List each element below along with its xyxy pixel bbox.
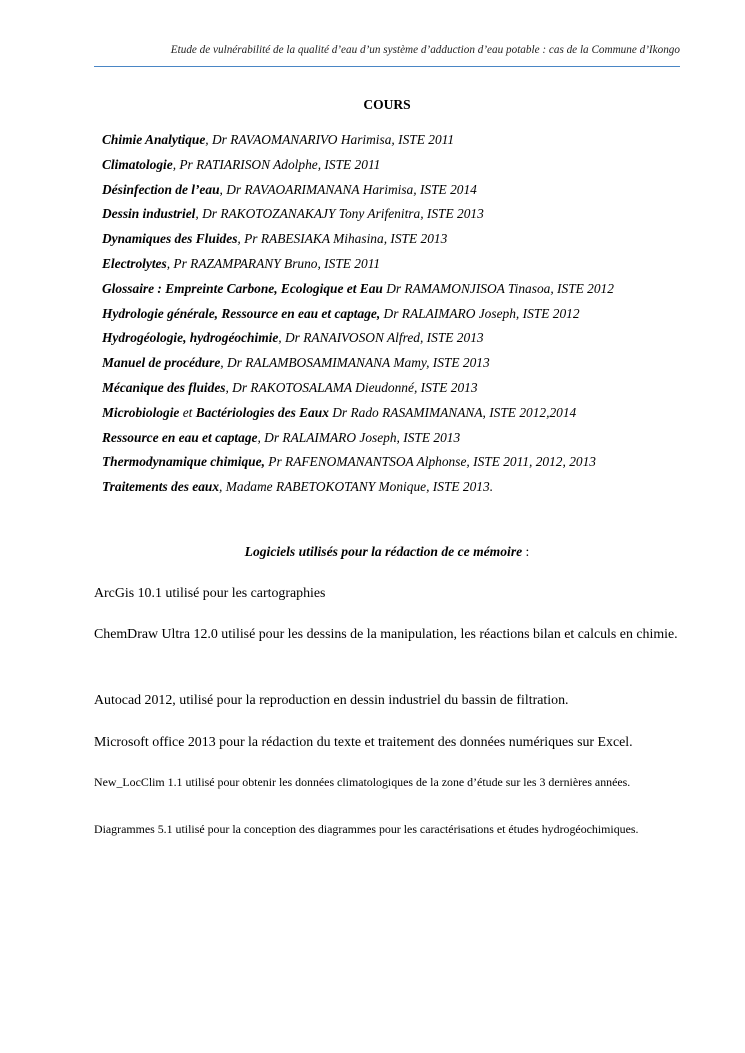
course-subject-2: Bactériologies des Eaux bbox=[195, 404, 329, 420]
course-details: , Dr RALAIMARO Joseph, ISTE 2013 bbox=[257, 429, 461, 445]
course-subject: Ressource en eau et captage bbox=[102, 429, 258, 445]
software-paragraph: Diagrammes 5.1 utilisé pour la conception des diagrammes pour les caractérisations et études hydrogéochimiques. bbox=[94, 822, 639, 836]
course-item bbox=[102, 205, 672, 222]
course-details: , Dr RAVAOARIMANANA Harimisa, ISTE 2014 bbox=[219, 181, 477, 197]
course-item bbox=[102, 478, 672, 495]
course-details: , Dr RANAIVOSON Alfred, ISTE 2013 bbox=[278, 330, 484, 346]
course-item bbox=[102, 230, 672, 247]
course-item bbox=[102, 329, 672, 346]
course-subject: Dynamiques des Fluides bbox=[102, 231, 238, 247]
course-subject: Thermodynamique chimique, bbox=[102, 454, 265, 470]
course-subject: Electrolytes bbox=[102, 255, 167, 271]
course-subject: Mécanique des fluides bbox=[102, 379, 226, 395]
course-item bbox=[102, 280, 672, 297]
course-details: , Pr RABESIAKA Mihasina, ISTE 2013 bbox=[237, 231, 448, 247]
course-subject: Manuel de procédure bbox=[102, 355, 221, 371]
course-details: Dr RALAIMARO Joseph, ISTE 2012 bbox=[380, 305, 580, 321]
software-paragraph: New_LocClim 1.1 utilisé pour obtenir les données climatologiques de la zone d’étude sur les 3 dernières années. bbox=[94, 775, 631, 789]
course-subject: Chimie Analytique bbox=[102, 132, 206, 147]
course-item bbox=[102, 404, 672, 421]
course-details: , Dr RAKOTOZANAKAJY Tony Arifenitra, ISTE 2013 bbox=[195, 206, 484, 222]
course-subject: Microbiologie bbox=[102, 404, 180, 420]
software-paragraph: ArcGis 10.1 utilisé pour les cartographies bbox=[94, 586, 326, 601]
course-details: Pr RAFENOMANANTSOA Alphonse, ISTE 2011, 2012, 2013 bbox=[264, 454, 596, 470]
course-item bbox=[102, 255, 672, 272]
software-paragraph: Autocad 2012, utilisé pour la reproduction en dessin industriel du bassin de filtration. bbox=[94, 693, 569, 708]
software-title bbox=[94, 544, 680, 560]
courses-list bbox=[102, 131, 672, 503]
course-details: , Dr RAVAOMANARIVO Harimisa, ISTE 2011 bbox=[205, 132, 455, 147]
course-item bbox=[102, 453, 672, 470]
course-details: Dr Rado RASAMIMANANA, ISTE 2012,2014 bbox=[328, 404, 577, 420]
course-details: , Dr RAKOTOSALAMA Dieudonné, ISTE 2013 bbox=[225, 379, 478, 395]
course-item bbox=[102, 379, 672, 396]
running-header: Etude de vulnérabilité de la qualité d’eau d’un système d’adduction d’eau potable : cas de la Commune d’Ikongo bbox=[170, 44, 680, 56]
course-subject: Traitements des eaux bbox=[102, 479, 220, 495]
course-subject: Hydrogéologie, hydrogéochimie bbox=[102, 330, 279, 346]
software-paragraph: ChemDraw Ultra 12.0 utilisé pour les dessins de la manipulation, les réactions bilan et calculs en chimie. bbox=[94, 627, 678, 642]
course-details: , Madame RABETOKOTANY Monique, ISTE 2013. bbox=[219, 479, 494, 495]
course-details: , Pr RATIARISON Adolphe, ISTE 2011 bbox=[172, 156, 381, 172]
software-paragraph: Microsoft office 2013 pour la rédaction du texte et traitement des données numériques sur Excel. bbox=[94, 735, 633, 750]
course-subject: Climatologie bbox=[102, 156, 173, 172]
course-item bbox=[102, 156, 672, 173]
course-item bbox=[102, 181, 672, 198]
software-title-text: Logiciels utilisés pour la rédaction de ce mémoire bbox=[244, 544, 523, 559]
course-subject: Dessin industriel bbox=[102, 206, 196, 222]
course-item bbox=[102, 131, 672, 148]
course-subject: Glossaire : Empreinte Carbone, Ecologique et Eau bbox=[102, 280, 383, 296]
courses-title: COURS bbox=[363, 97, 411, 112]
course-subject: Hydrologie générale, Ressource en eau et captage, bbox=[102, 305, 381, 321]
course-subject: Désinfection de l’eau bbox=[102, 181, 220, 197]
course-item bbox=[102, 354, 672, 371]
software-title-suffix: : bbox=[522, 544, 530, 559]
course-details: , Dr RALAMBOSAMIMANANA Mamy, ISTE 2013 bbox=[220, 355, 490, 371]
course-item bbox=[102, 429, 672, 446]
header-divider bbox=[94, 66, 680, 67]
course-conjunction: et bbox=[179, 404, 196, 420]
course-details: , Pr RAZAMPARANY Bruno, ISTE 2011 bbox=[166, 255, 381, 271]
course-item bbox=[102, 305, 672, 322]
course-details: Dr RAMAMONJISOA Tinasoa, ISTE 2012 bbox=[382, 280, 614, 296]
